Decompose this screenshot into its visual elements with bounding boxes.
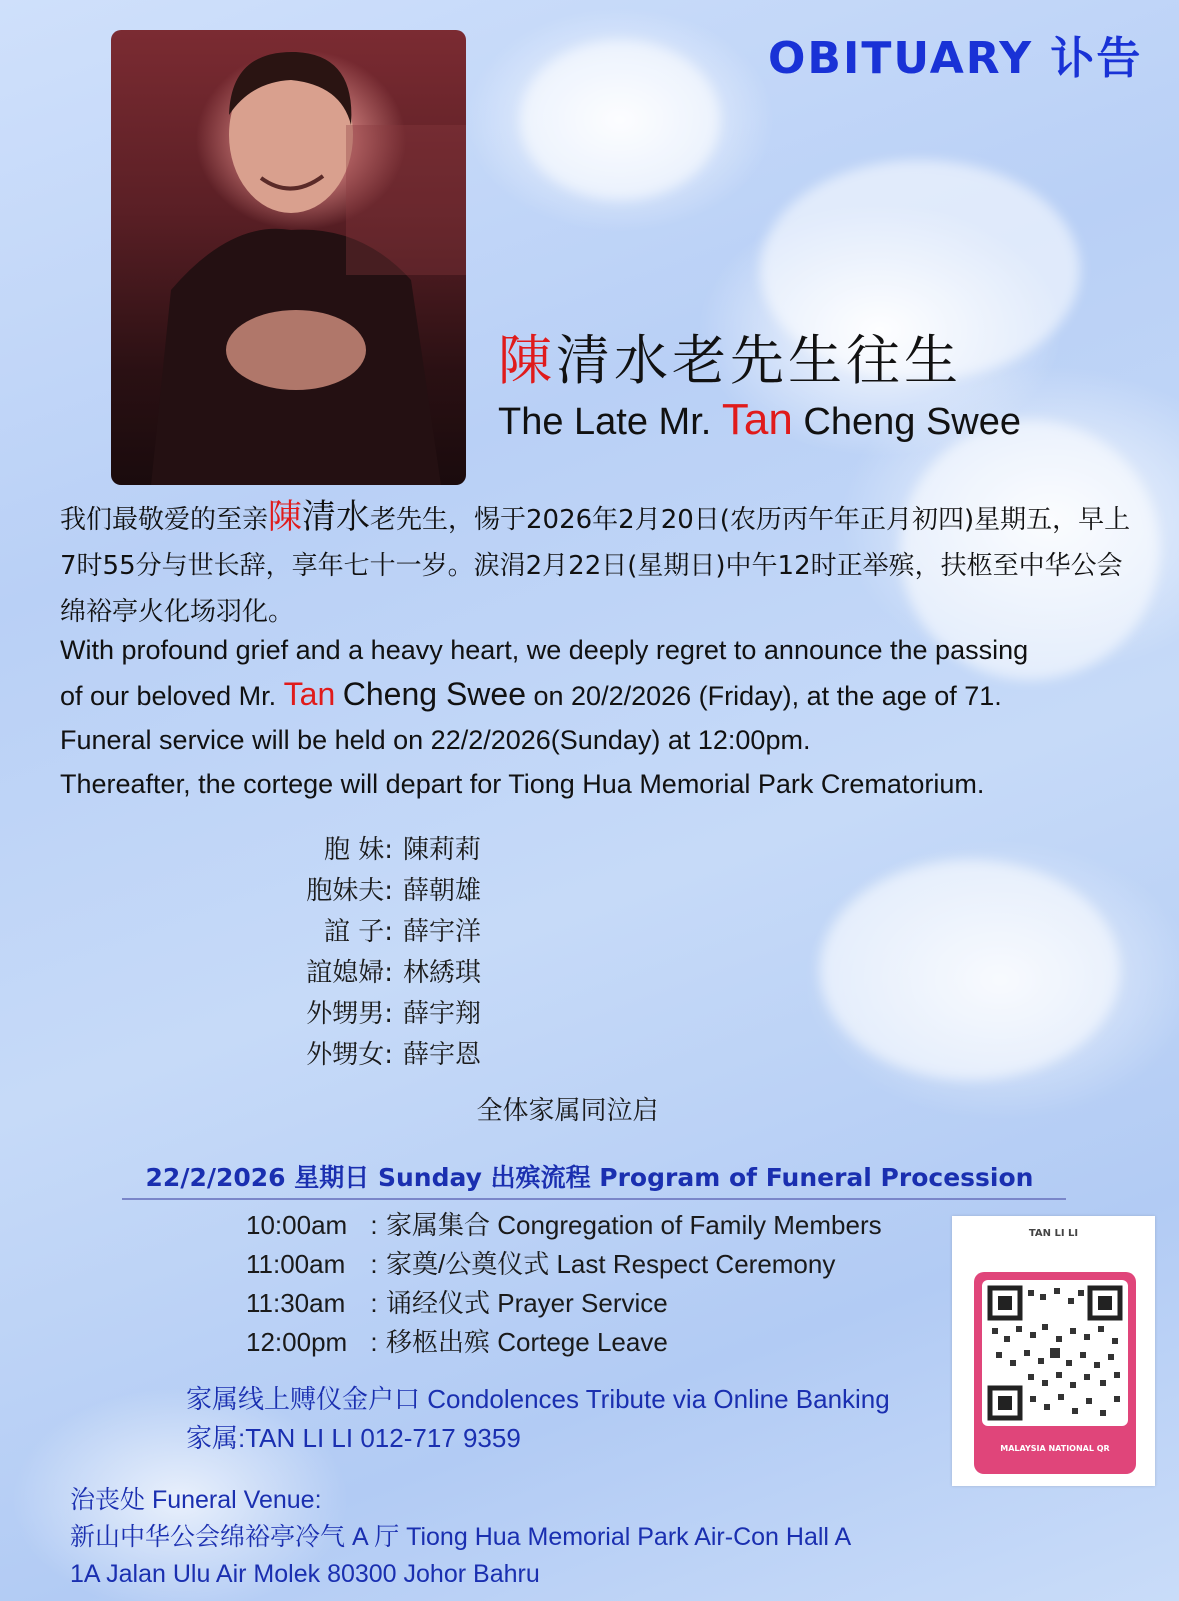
notice-en-line2 xyxy=(60,672,1150,718)
family-name: 陳莉莉 xyxy=(403,835,482,865)
notice-cn-surname: 陳 xyxy=(268,497,303,537)
schedule-sep: : xyxy=(370,1210,378,1240)
venue-label: 治丧处 Funeral Venue: xyxy=(70,1486,322,1514)
given-name-cn: 清水老先生往生 xyxy=(556,329,962,392)
obituary-title: OBITUARY 讣告 xyxy=(768,33,1143,84)
funeral-venue xyxy=(70,1482,851,1593)
family-role: 誼媳婦: xyxy=(306,958,393,988)
deceased-name-english xyxy=(498,395,1021,445)
schedule-row xyxy=(246,1284,882,1323)
family-role: 外甥男: xyxy=(306,999,393,1029)
surname-en: Tan xyxy=(721,395,793,444)
schedule-row xyxy=(246,1206,882,1245)
family-row xyxy=(268,1035,481,1076)
family-name: 薛宇翔 xyxy=(403,999,482,1029)
program-schedule xyxy=(246,1206,882,1362)
name-prefix: The Late Mr. xyxy=(498,401,712,443)
family-row xyxy=(268,953,481,994)
surname-cn: 陳 xyxy=(498,329,556,392)
schedule-desc: 家属集合 Congregation of Family Members xyxy=(386,1210,882,1240)
family-name: 薛朝雄 xyxy=(403,876,482,906)
schedule-row xyxy=(246,1323,882,1362)
family-list xyxy=(268,830,481,1076)
notice-cn-given: 清水 xyxy=(302,497,371,537)
schedule-time: 12:00pm xyxy=(246,1327,348,1357)
notice-chinese xyxy=(60,494,1140,635)
family-row xyxy=(268,871,481,912)
portrait-illustration xyxy=(111,30,466,485)
bank-info xyxy=(186,1380,890,1458)
notice-en-line4: Thereafter, the cortege will depart for Tiong Hua Memorial Park Crematorium. xyxy=(60,769,985,799)
notice-en-line1: With profound grief and a heavy heart, we deeply regret to announce the passing xyxy=(60,635,1029,665)
qr-footer-label: MALAYSIA NATIONAL QR xyxy=(1000,1444,1110,1453)
bank-account: 家属:TAN LI LI 012-717 9359 xyxy=(186,1423,521,1453)
venue-line2: 1A Jalan Ulu Air Molek 80300 Johor Bahru xyxy=(70,1560,540,1588)
family-row xyxy=(268,830,481,871)
family-role: 胞 妹: xyxy=(323,835,393,865)
program-divider xyxy=(122,1198,1066,1200)
schedule-time: 11:30am xyxy=(246,1288,346,1318)
family-role: 外甥女: xyxy=(306,1040,393,1070)
schedule-time: 10:00am xyxy=(246,1210,348,1240)
notice-en-pre: of our beloved Mr. xyxy=(60,681,277,711)
schedule-desc: 家奠/公奠仪式 Last Respect Ceremony xyxy=(386,1249,836,1279)
notice-cn-post: 老先生，惕于2026年2月20日(农历丙午年正月初四)星期五，早上7时55分与世长辞，享年七十一岁。涙涓2月22日(星期日)中午12时正举殡，扶柩至中华公会绵裕亭火化场羽化。 xyxy=(60,505,1131,627)
schedule-time: 11:00am xyxy=(246,1249,346,1279)
family-role: 胞妹夫: xyxy=(306,876,393,906)
family-signoff: 全体家属同泣启 xyxy=(476,1096,659,1126)
notice-en-line3: Funeral service will be held on 22/2/2026(Sunday) at 12:00pm. xyxy=(60,725,811,755)
qr-code-icon[interactable] xyxy=(982,1280,1128,1426)
schedule-sep: : xyxy=(370,1249,378,1279)
family-role: 誼 子: xyxy=(323,917,393,947)
program-heading: 22/2/2026 星期日 Sunday 出殡流程 Program of Funeral Procession xyxy=(145,1163,1034,1192)
schedule-desc: 移柩出殡 Cortege Leave xyxy=(386,1327,668,1357)
qr-account-name: TAN LI LI xyxy=(1028,1228,1079,1239)
family-row xyxy=(268,912,481,953)
notice-en-given: Cheng Swee xyxy=(342,676,526,712)
decor-petal xyxy=(820,860,1120,1080)
notice-cn-pre: 我们最敬爱的至亲 xyxy=(60,505,269,535)
family-row xyxy=(268,994,481,1035)
notice-en-post: on 20/2/2026 (Friday), at the age of 71. xyxy=(533,681,1002,711)
notice-en-surname: Tan xyxy=(283,676,336,712)
qr-frame xyxy=(974,1272,1136,1474)
given-name-en: Cheng Swee xyxy=(803,401,1021,443)
notice-english xyxy=(60,628,1150,806)
family-name: 林綉琪 xyxy=(403,958,482,988)
family-name: 薛宇洋 xyxy=(403,917,482,947)
schedule-row xyxy=(246,1245,882,1284)
venue-line1: 新山中华公会绵裕亭冷气 A 厅 Tiong Hua Memorial Park Air-Con Hall A xyxy=(70,1523,852,1551)
decor-petal xyxy=(520,40,720,200)
bank-title: 家属线上赙仪金户口 Condolences Tribute via Online Banking xyxy=(186,1384,890,1414)
family-name: 薛宇恩 xyxy=(403,1040,482,1070)
deceased-name-chinese xyxy=(498,318,962,395)
schedule-sep: : xyxy=(370,1288,378,1318)
qr-card[interactable] xyxy=(952,1216,1155,1486)
schedule-sep: : xyxy=(370,1327,378,1357)
schedule-desc: 诵经仪式 Prayer Service xyxy=(386,1288,668,1318)
portrait-photo xyxy=(111,30,466,485)
